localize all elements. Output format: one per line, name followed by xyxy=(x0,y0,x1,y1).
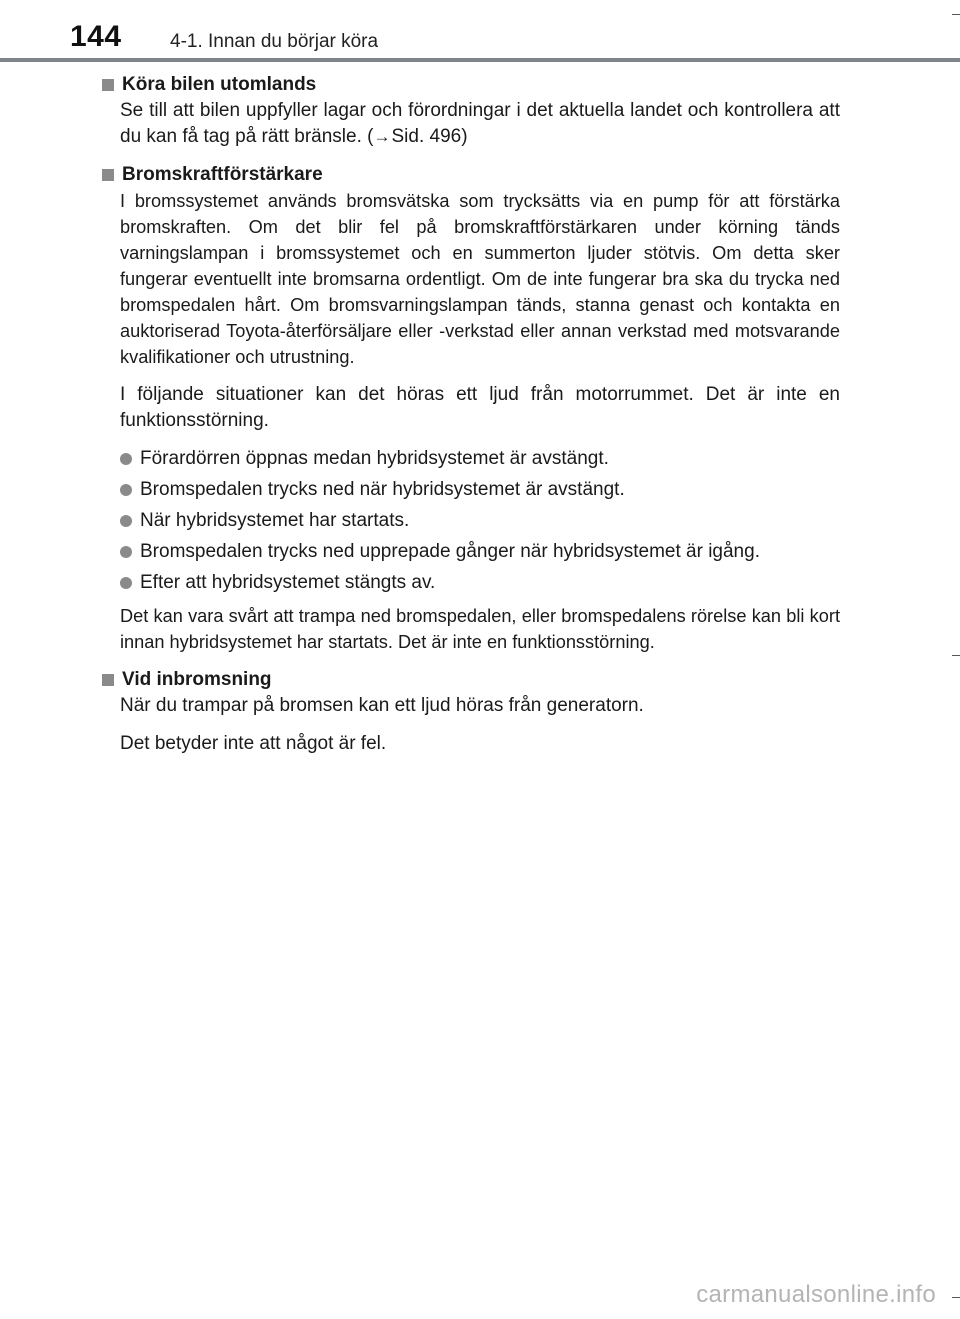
list-item: Förardörren öppnas medan hybridsystemet är avstängt. xyxy=(120,446,840,472)
list-item: När hybridsystemet har startats. xyxy=(120,508,840,534)
page-content xyxy=(100,72,840,763)
section-title: 4-1. Innan du börjar köra xyxy=(170,31,379,52)
watermark-logo: carmanualsonline.info xyxy=(696,1281,936,1308)
section-heading: Köra bilen utomlands xyxy=(100,72,840,98)
round-bullet-icon xyxy=(120,484,132,496)
square-bullet-icon xyxy=(102,169,114,181)
round-bullet-icon xyxy=(120,515,132,527)
crop-mark xyxy=(952,14,960,15)
paragraph: I följande situationer kan det höras ett ljud från motorrummet. Det är inte en funktionsstörning. xyxy=(120,384,840,431)
list-item: Efter att hybridsystemet stängts av. xyxy=(120,570,840,596)
square-bullet-icon xyxy=(102,674,114,686)
section-abroad xyxy=(100,72,840,150)
round-bullet-icon xyxy=(120,577,132,589)
list-item: Bromspedalen trycks ned upprepade gånger när hybridsystemet är igång. xyxy=(120,539,840,565)
header-rule xyxy=(0,58,960,62)
crop-mark xyxy=(952,655,960,656)
square-bullet-icon xyxy=(102,79,114,91)
section-braking xyxy=(100,667,840,757)
paragraph: Det betyder inte att något är fel. xyxy=(120,733,387,754)
round-bullet-icon xyxy=(120,453,132,465)
section-brake-booster xyxy=(100,162,840,655)
paragraph: I bromssystemet används bromsvätska som trycksätts via en pump för att förstärka bromskraften. Om det blir fel på bromskraftförstärkaren under körning tänds varningslampan i bromssystemet och en summerton ljuder stötvis. Om detta sker fungerar eventuellt inte bromsarna ordentligt. Om de inte fungerar bra ska du trycka ned bromspedalen hårt. Om bromsvarningslampan tänds, stanna genast och kontakta en auktoriserad Toyota-återförsäljare eller -verkstad eller annan verkstad med motsvarande kvalifikationer och utrustning. xyxy=(120,191,840,367)
arrow-right-icon: → xyxy=(373,127,391,146)
page-reference-link[interactable]: Sid. 496 xyxy=(391,126,462,147)
round-bullet-icon xyxy=(120,546,132,558)
page-number: 144 xyxy=(70,20,122,53)
paragraph: Det kan vara svårt att trampa ned bromspedalen, eller bromspedalens rörelse kan bli kort innan hybridsystemet har startats. Det är inte en funktionsstörning. xyxy=(120,606,840,652)
page-header xyxy=(0,0,960,64)
paragraph: Se till att bilen uppfyller lagar och förordningar i det aktuella landet och kontrollera att du kan få tag på rätt bränsle. (→Sid. 496) xyxy=(120,98,840,150)
paragraph: När du trampar på bromsen kan ett ljud höras från generatorn. xyxy=(120,695,644,716)
list-item: Bromspedalen trycks ned när hybridsystemet är avstängt. xyxy=(120,477,840,503)
section-heading: Vid inbromsning xyxy=(100,667,840,693)
crop-mark xyxy=(952,1297,960,1298)
section-heading: Bromskraftförstärkare xyxy=(100,162,840,188)
